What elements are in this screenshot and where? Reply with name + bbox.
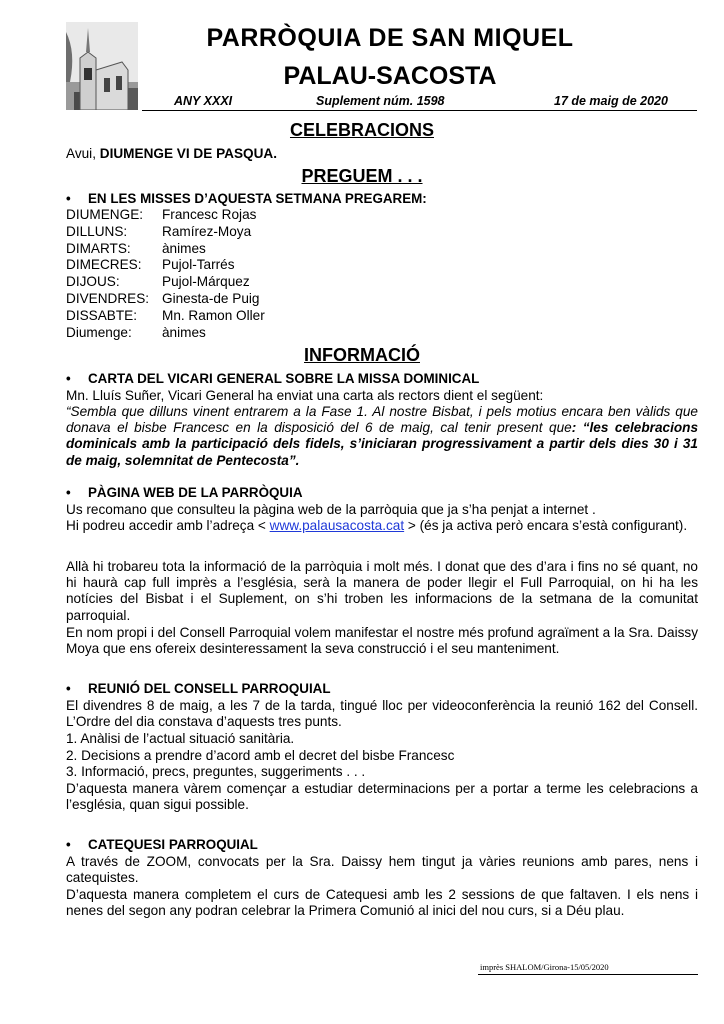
prayer-day-label: DILLUNS:: [66, 223, 128, 239]
prayer-day-label: DIJOUS:: [66, 274, 120, 290]
prayer-intention: Ramírez-Moya: [162, 223, 252, 239]
prayer-day-label: DIMECRES:: [66, 257, 142, 273]
footer-divider: [478, 974, 698, 975]
bullet-consell: • REUNIÓ DEL CONSELL PARROQUIAL: [66, 681, 331, 696]
web-p4: En nom propi i del Consell Parroquial volem manifestar el nostre més profund agraïment a la Sra. Daissy Moya que ens ofereix desinteressament la seva construcció i el seu manteniment.: [66, 625, 698, 657]
issue-date: 17 de maig de 2020: [554, 94, 668, 108]
parish-title: PARRÒQUIA DE SAN MIQUEL: [206, 24, 574, 52]
web-p3: Allà hi trobareu tota la informació de la parròquia i molt més. I donat que des d’ara i fins no sé quant, no hi haurà cap full imprès a l’església, serà la manera de poder llegir el Full Parroquial, on hi ha les notícies del Bisbat i el Suplement, on s’hi troben les informacions de la setmana de la comunitat parroquial.: [66, 559, 698, 623]
web-p1: Us recomano que consulteu la pàgina web de la parròquia que ja s’ha penjat a internet .: [66, 502, 596, 517]
carta-quote: “Sembla que dilluns vinent entrarem a la Fase 1. Al nostre Bisbat, i pels motius encara ben vàlids que donava el bisbe Francesc en la disposició del 6 de maig, cal tenir present que: “les celebracions dominicals amb la participació dels fidels, s’iniciaran progressivament a partir dels dies 30 i 31 de maig, solemnitat de Pentecosta”.: [66, 404, 699, 468]
section-title-celebracions: CELEBRACIONS: [289, 120, 434, 140]
prayer-day-row: [66, 291, 259, 307]
prayer-intention: ànimes: [162, 240, 206, 256]
prayer-day-row: [66, 257, 235, 273]
consell-p2: D’aquesta manera vàrem començar a estudiar determinacions per a portar a terme les celebracions a l’església, quan sigui possible.: [66, 781, 698, 813]
bullet-pregarem: • EN LES MISSES D’AQUESTA SETMANA PREGAREM:: [66, 191, 427, 206]
print-footer: imprès SHALOM/Girona-15/05/2020: [480, 962, 609, 972]
prayer-day-row: [66, 207, 256, 223]
prayer-intention: ànimes: [162, 324, 206, 340]
section-title-informacio: INFORMACIÓ: [304, 345, 420, 365]
agenda-item: 2. Decisions a prendre d’acord amb el decret del bisbe Francesc: [66, 747, 455, 763]
celebracions-text: Avui, DIUMENGE VI DE PASQUA.: [66, 146, 278, 161]
church-photo: [66, 22, 138, 110]
header-divider: [142, 110, 697, 111]
supplement-number: Suplement núm. 1598: [316, 94, 445, 108]
prayer-day-row: [66, 224, 251, 240]
prayer-day-label: DIMARTS:: [66, 240, 131, 256]
prayer-day-row: [66, 325, 206, 341]
prayer-day-label: DIUMENGE:: [66, 207, 144, 222]
section-title-preguem: PREGUEM . . .: [301, 166, 423, 186]
prayer-day-row: [66, 274, 250, 290]
parish-subtitle: PALAU-SACOSTA: [283, 62, 497, 90]
agenda-item: 3. Informació, precs, preguntes, suggeriments . . .: [66, 764, 366, 780]
website-link[interactable]: www.palausacosta.cat: [269, 518, 405, 533]
prayer-day-label: DISSABTE:: [66, 307, 138, 323]
prayer-intention: Francesc Rojas: [162, 207, 257, 222]
web-p2: Hi podreu accedir amb l’adreça < www.palausacosta.cat > (és ja activa però encara s’està configurant).: [66, 518, 688, 533]
prayer-intention: Mn. Ramon Oller: [162, 307, 265, 323]
prayer-intention: Pujol-Tarrés: [162, 257, 235, 273]
prayer-day-label: Diumenge:: [66, 324, 132, 340]
prayer-day-label: DIVENDRES:: [66, 291, 150, 306]
prayer-day-row: [66, 308, 265, 324]
bullet-carta: • CARTA DEL VICARI GENERAL SOBRE LA MISSA DOMINICAL: [66, 371, 480, 386]
catequesi-p2: D’aquesta manera completem el curs de Catequesi amb les 2 sessions de que faltaven. I els nens i nenes del segon any podran celebrar la Primera Comunió al inici del nou curs, si a Déu plau.: [66, 887, 698, 919]
bullet-web: • PÀGINA WEB DE LA PARRÒQUIA: [66, 485, 303, 500]
prayer-intention: Ginesta-de Puig: [162, 291, 260, 306]
consell-p1: El divendres 8 de maig, a les 7 de la tarda, tingué lloc per videoconferència la reunió 162 del Consell. L’Ordre del dia constava d’aquests tres punts.: [66, 698, 698, 730]
carta-intro: Mn. Lluís Suñer, Vicari General ha enviat una carta als rectors dient el següent:: [66, 388, 544, 403]
bullet-catequesi: • CATEQUESI PARROQUIAL: [66, 837, 258, 852]
agenda-item: 1. Anàlisi de l’actual situació sanitària.: [66, 731, 295, 746]
year-label: ANY XXXI: [174, 94, 233, 108]
prayer-intention: Pujol-Márquez: [162, 274, 250, 290]
prayer-day-row: [66, 241, 206, 257]
catequesi-p1: A través de ZOOM, convocats per la Sra. Daissy hem tingut ja vàries reunions amb pares, nens i catequistes.: [66, 854, 698, 886]
